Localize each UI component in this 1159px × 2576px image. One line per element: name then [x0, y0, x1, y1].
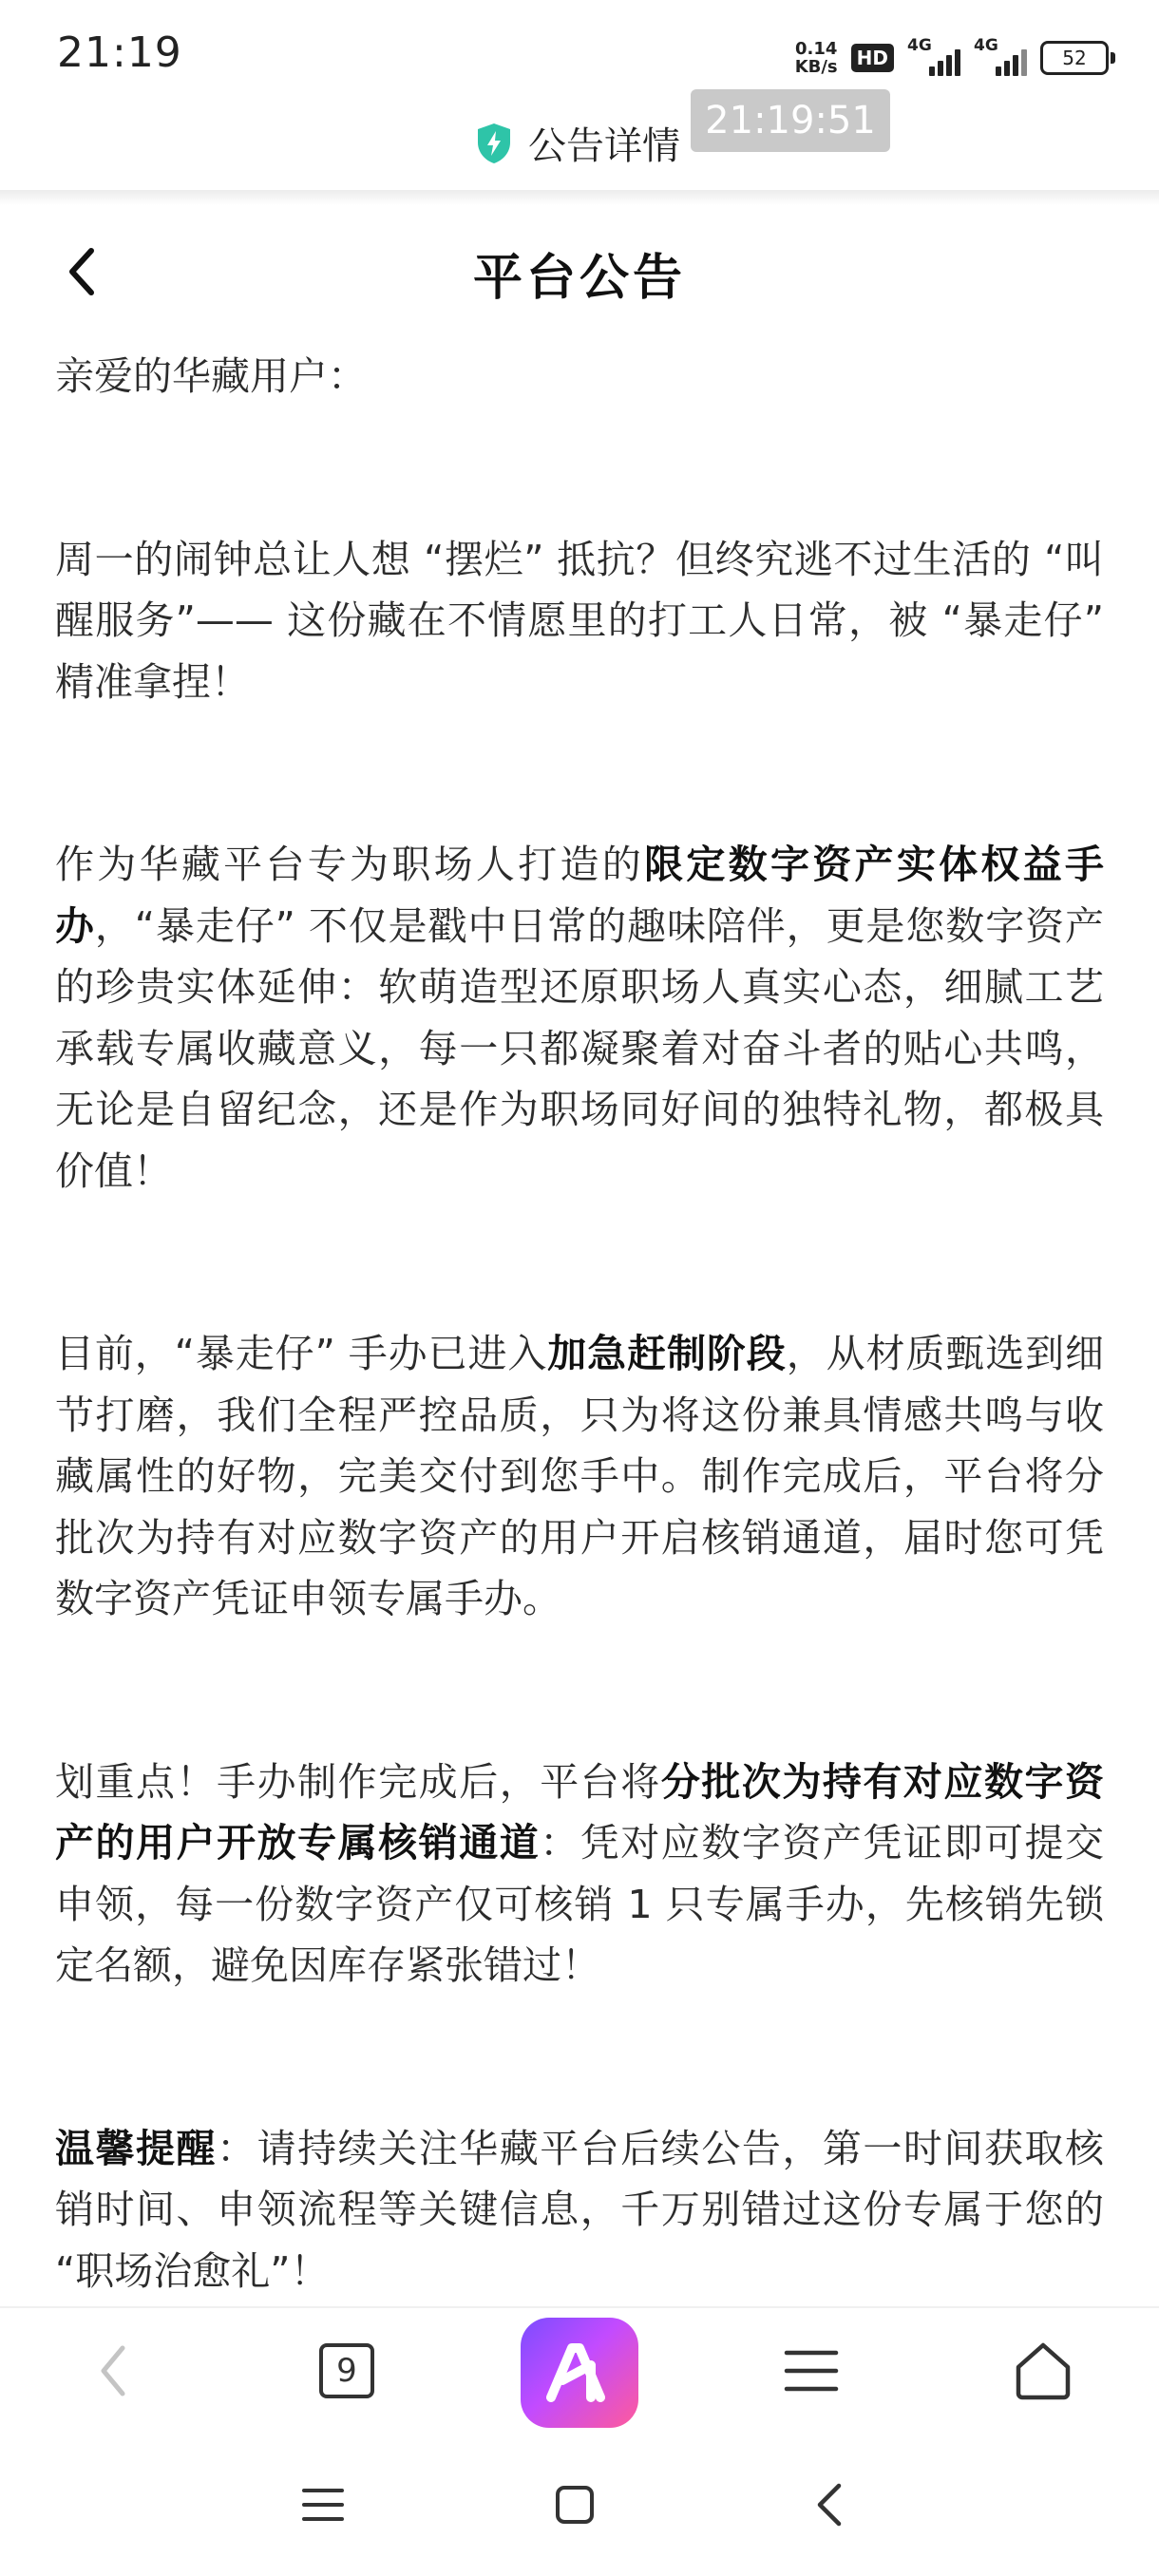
signal-strength-icon-2: [974, 36, 1027, 76]
page-title: 平台公告: [472, 250, 686, 307]
system-home-button[interactable]: [542, 2472, 608, 2538]
paragraph-2-lead: 作为华藏平台专为职场人打造的: [55, 842, 645, 887]
status-indicators: [795, 36, 1115, 80]
greeting: 亲爱的华藏用户：: [55, 353, 367, 399]
menu-icon: [783, 2347, 840, 2395]
time-overlay: 21:19:51: [691, 89, 890, 152]
mini-program-title: 公告详情: [528, 124, 680, 168]
paragraph-3-lead: 目前，“暴走仔” 手办已进入: [55, 1331, 548, 1376]
battery-level: 52: [1040, 41, 1109, 75]
browser-toolbar: [0, 2306, 1159, 2435]
paragraph-3-highlight: 加急赶制阶段: [547, 1331, 787, 1376]
system-navigation-bar: [0, 2434, 1159, 2576]
menu-button[interactable]: [773, 2333, 849, 2409]
network-speed: [795, 40, 838, 76]
square-home-icon: [554, 2484, 596, 2526]
network-type-label: 4G: [907, 36, 932, 55]
battery-icon: [1040, 41, 1115, 75]
system-back-button[interactable]: [796, 2472, 863, 2538]
browser-back-button[interactable]: [76, 2333, 152, 2409]
paragraph-1: 周一的闹钟总让人想 “摆烂” 抵抗？但终究逃不过生活的 “叫醒服务”—— 这份藏在不情愿里的打工人日常，被 “暴走仔” 精准拿捏！: [55, 536, 1104, 705]
header-divider: [0, 190, 1159, 205]
app-logo-button[interactable]: [521, 2318, 638, 2428]
mini-program-title-bar: [475, 116, 680, 170]
paragraph-5: [55, 2118, 1104, 2302]
system-menu-button[interactable]: [290, 2472, 356, 2538]
status-time: 21:19: [57, 28, 182, 77]
paragraph-2: [55, 834, 1104, 1202]
hd-voice-badge: HD: [851, 44, 894, 72]
paragraph-5-highlight: 温馨提醒: [55, 2125, 218, 2171]
signal-strength-icon: [907, 36, 960, 76]
paragraph-5-rest: ：请持续关注华藏平台后续公告，第一时间获取核销时间、申领流程等关键信息，千万别错过这份专属于您的 “职场治愈礼”！: [55, 2125, 1104, 2294]
paragraph-3-rest: ，从材质甄选到细节打磨，我们全程严控品质，只为将这份兼具情感共鸣与收藏属性的好物，完美交付到您手中。制作完成后，平台将分批次为持有对应数字资产的用户开启核销通道，届时您可凭数字资产凭证申领专属手办。: [55, 1331, 1104, 1621]
paragraph-2-rest: ，“暴走仔” 不仅是戳中日常的趣味陪伴，更是您数字资产的珍贵实体延伸：软萌造型还原职场人真实心态，细腻工艺承载专属收藏意义，每一只都凝聚着对奋斗者的贴心共鸣，无论是自留纪念，还是作为职场同好间的独特礼物，都极具价值！: [55, 902, 1104, 1194]
app-logo-icon: [543, 2342, 616, 2403]
network-type-label-2: 4G: [974, 36, 998, 55]
announcement-body: [55, 346, 1104, 2302]
tabs-button[interactable]: [309, 2333, 385, 2409]
paragraph-4: [55, 1752, 1104, 1997]
paragraph-4-rest: ：凭对应数字资产凭证即可提交申领，每一份数字资产仅可核销 1 只专属手办，先核销先锁定名额，避免因库存紧张错过！: [55, 1820, 1104, 1988]
status-bar: [0, 0, 1159, 104]
page-header: [0, 228, 1159, 313]
shield-lightning-icon: [475, 122, 513, 165]
back-triangle-icon: [810, 2481, 848, 2529]
paragraph-4-lead: 划重点！手办制作完成后，平台将: [55, 1758, 661, 1805]
menu-icon: [301, 2486, 345, 2524]
arrow-left-icon: [90, 2342, 138, 2399]
home-button[interactable]: [1005, 2333, 1081, 2409]
network-speed-value: 0.14: [794, 39, 838, 59]
paragraph-2-highlight: 限定数字资产实体权益手办: [55, 842, 1104, 949]
network-speed-unit: KB/s: [794, 57, 838, 77]
paragraph-3: [55, 1323, 1104, 1630]
home-icon: [1013, 2340, 1074, 2401]
paragraph-4-highlight: 分批次为持有对应数字资产的用户开放专属核销通道: [55, 1758, 1104, 1866]
tabs-icon: 9: [319, 2343, 374, 2398]
